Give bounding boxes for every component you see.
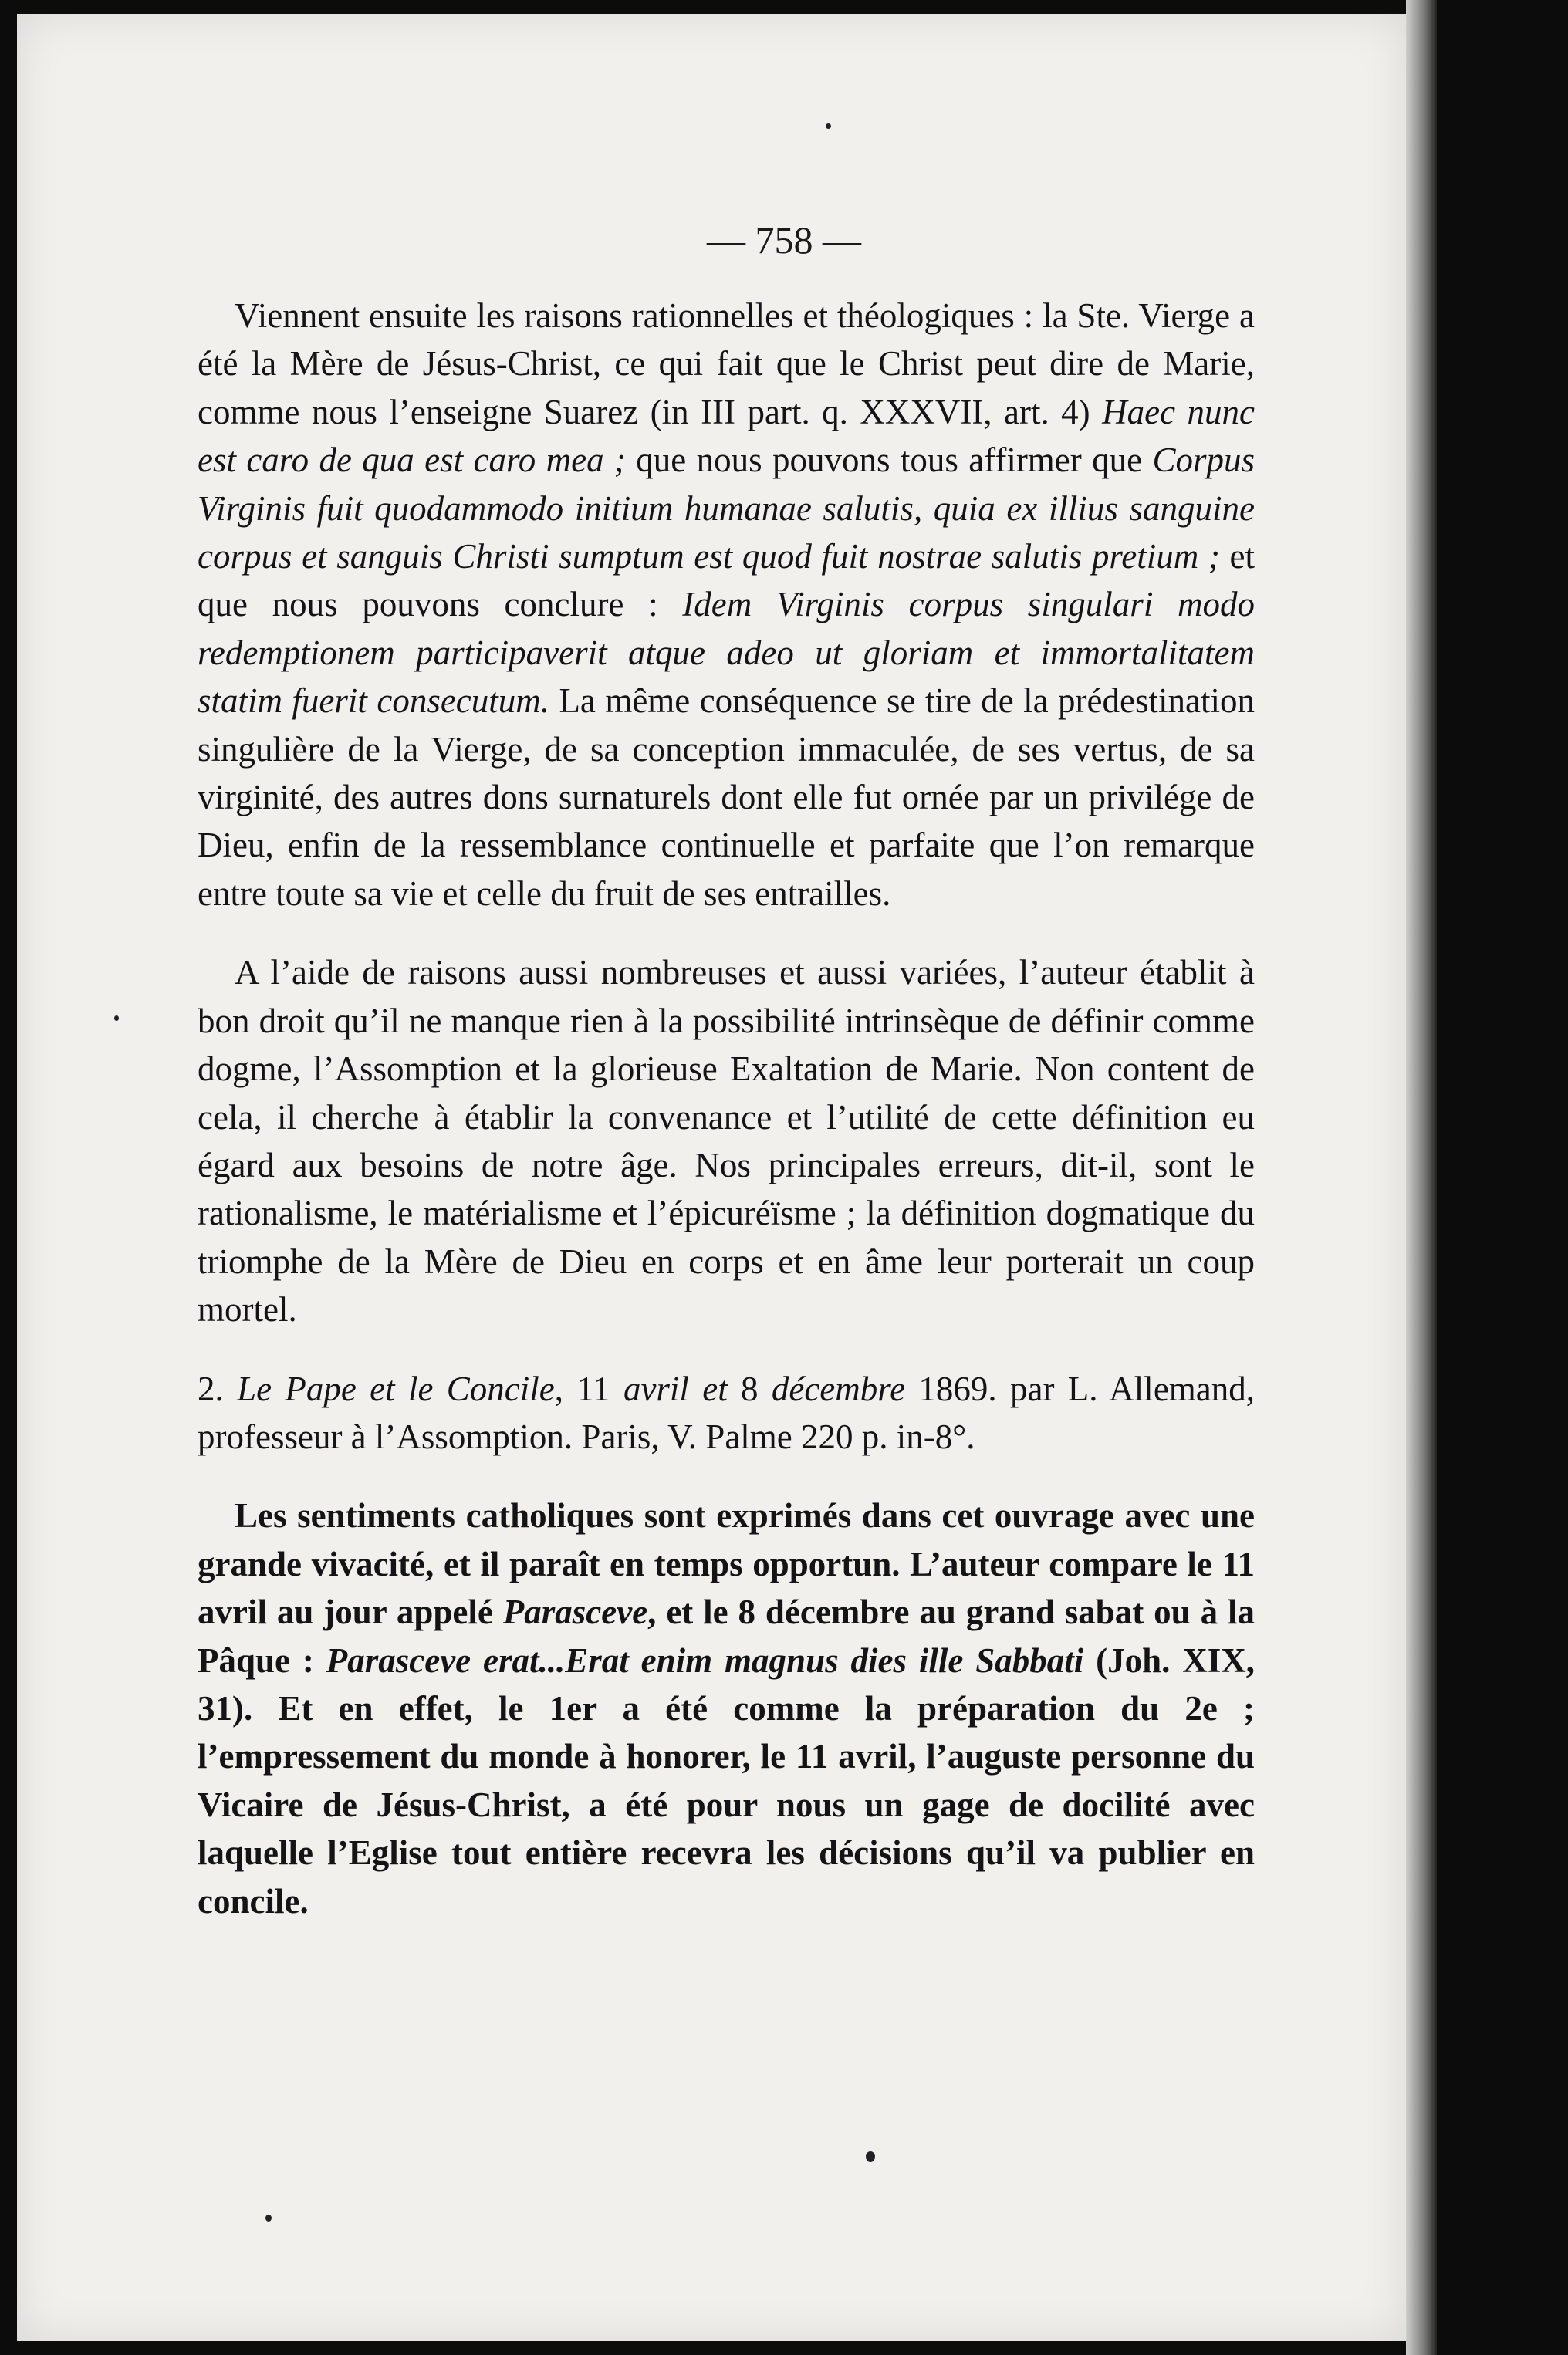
body-text-run: Viennent ensuite les raisons rationnelles et théologiques : la Ste. Vierge a été la Mère de Jésus-Christ, ce qui fait que le Christ peut dire de Marie, comme nous l’enseigne Suarez (in III part. q. XXXVII, art. 4)	[198, 296, 1255, 431]
body-text-run: 1869. par L. Allemand, professeur à l’Assomption. Paris, V. Palme 220 p. in-8°.	[198, 1369, 1255, 1456]
body-text-run: La même conséquence se tire de la prédestination singulière de la Vierge, de sa conception immaculée, de ses vertus, de sa virginité, des autres dons surnaturels dont elle fut ornée par un privilége de Dieu, enfin de la ressemblance continuelle et parfaite que l’on remarque entre toute sa vie et celle du fruit de ses entrailles.	[198, 681, 1255, 913]
latin-italic-text: Parasceve	[502, 1593, 648, 1632]
scan-speck	[114, 1015, 119, 1021]
latin-italic-text: décembre	[771, 1369, 906, 1408]
body-text-run: 2.	[198, 1369, 238, 1408]
body-text-run: , et le 8 décembre au grand sabat ou à la Pâque :	[198, 1593, 1255, 1680]
paragraph-assumption-dogma	[198, 948, 1255, 1333]
body-text-run: Les sentiments catholiques sont exprimés dans cet ouvrage avec une grande vivacité, et il paraît en temps opportun. L’auteur compare le 11 avril au jour appelé	[198, 1496, 1255, 1632]
body-text-run: A l’aide de raisons aussi nombreuses et aussi variées, l’auteur établit à bon droit qu’il ne manque rien à la possibilité intrinsèque de définir comme dogme, l’Assomption et la glorieuse Exaltation de Marie. Non content de cela, il cherche à établir la convenance et l’utilité de cette définition eu égard aux besoins de notre âge. Nos principales erreurs, dit-il, sont le rationalisme, le matérialisme et l’épicuréïsme ; la définition dogmatique du triomphe de la Mère de Dieu en corps et en âme leur porterait un coup mortel.	[198, 953, 1255, 1330]
paragraph-book-review	[198, 1492, 1255, 1925]
body-text-run: , 11	[554, 1369, 623, 1408]
body-text-run: 8	[727, 1369, 772, 1408]
latin-italic-text: Le Pape et le Concile	[237, 1369, 555, 1408]
latin-italic-text: Parasceve erat...Erat enim magnus dies ille Sabbati	[326, 1640, 1084, 1680]
scan-speck	[866, 2151, 875, 2162]
paragraph-book-entry	[198, 1365, 1255, 1461]
latin-italic-text: avril et	[623, 1369, 728, 1408]
latin-italic-text: Haec nunc est caro de qua est caro mea ;	[198, 392, 1255, 480]
body-text-run: et que nous pouvons conclure :	[198, 537, 1255, 624]
scan-speck	[826, 123, 831, 129]
paragraph-theological-reasons	[198, 292, 1255, 917]
latin-italic-text: Corpus Virginis fuit quodammodo initium humanae salutis, quia ex illius sanguine corpus et sanguis Christi sumptum est quod fuit nostrae salutis pretium ;	[198, 441, 1255, 576]
latin-italic-text: Idem Virginis corpus singulari modo redemptionem participaverit atque adeo ut gloriam et immortalitatem statim fuerit consecutum.	[198, 585, 1255, 721]
scan-speck	[265, 2215, 272, 2222]
body-text-run: (Joh. XIX, 31). Et en effet, le 1er a été comme la préparation du 2e ; l’empressement du monde à honorer, le 11 avril, l’auguste personne du Vicaire de Jésus-Christ, a été pour nous un gage de docilité avec laquelle l’Eglise tout entière recevra les décisions qu’il va publier en concile.	[198, 1640, 1255, 1921]
page-gutter-shadow	[1406, 0, 1437, 2355]
body-text-run: que nous pouvons tous affirmer que	[625, 441, 1153, 480]
body-text	[198, 292, 1255, 1925]
page-number: — 758 —	[707, 218, 861, 262]
